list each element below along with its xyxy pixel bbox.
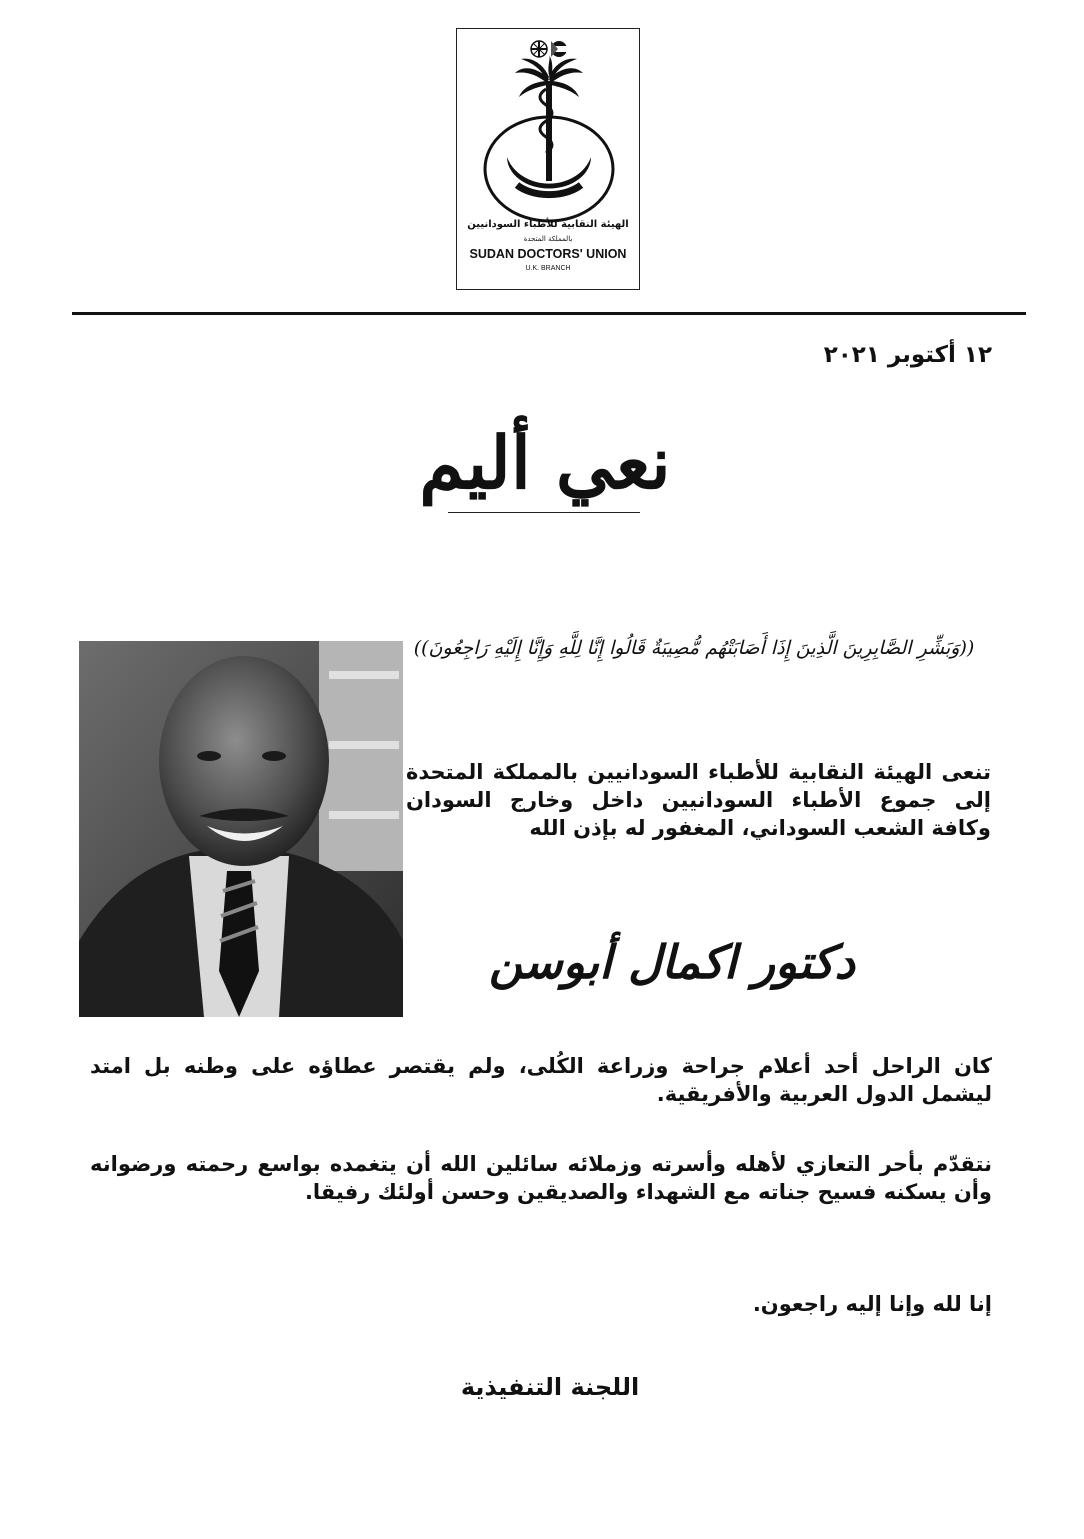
portrait-photo [79, 641, 403, 1017]
deceased-name: دكتور اكمال أبوسن [489, 935, 855, 989]
page-title: نعي أليم [419, 420, 671, 505]
condolence-paragraph: نتقدّم بأحر التعازي لأهله وأسرته وزملائه سائلين الله أن يتغمده بواسع رحمته ورضوانه وأن يسكنه فسيح جناته مع الشهداء والصديقين وحسن أولئك رفيقا. [90, 1152, 992, 1204]
biography-paragraph: كان الراحل أحد أعلام جراحة وزراعة الكُلى، ولم يقتصر عطاؤه على وطنه بل امتد ليشمل الدول العربية والأفريقية. [90, 1054, 992, 1106]
logo-arabic-subtitle: بالمملكة المتحدة [523, 235, 573, 243]
logo-english-name: SUDAN DOCTORS' UNION [469, 247, 627, 261]
title-underline [448, 512, 640, 513]
header-divider [72, 312, 1026, 315]
signature-committee: اللجنة التنفيذية [460, 1373, 640, 1401]
document-date: ١٢ أكتوبر ٢٠٢١ [823, 342, 992, 368]
logo-arabic-name: الهيئة النقابية للأطباء السودانيين [467, 219, 629, 230]
palm-crescent-emblem-icon [457, 29, 641, 229]
intro-paragraph: تنعى الهيئة النقابية للأطباء السودانيين بالمملكة المتحدة إلى جموع الأطباء السودانيين داخل وخارج السودان وكافة الشعب السوداني، المغفور له بإذن الله [406, 760, 991, 840]
union-logo [456, 28, 640, 290]
quran-verse: ((وَبَشِّرِ الصَّابِرِينَ الَّذِينَ إِذَا أَصَابَتْهُم مُّصِيبَةٌ قَالُوا إِنَّا لِلَّهِ وَإِنَّا إِلَيْهِ رَاجِعُونَ)) [413, 637, 975, 659]
logo-english-branch: U.K. BRANCH [525, 265, 571, 272]
flag-badges-icon [531, 41, 567, 57]
closing-phrase: إنا لله وإنا إليه راجعون. [752, 1292, 992, 1316]
